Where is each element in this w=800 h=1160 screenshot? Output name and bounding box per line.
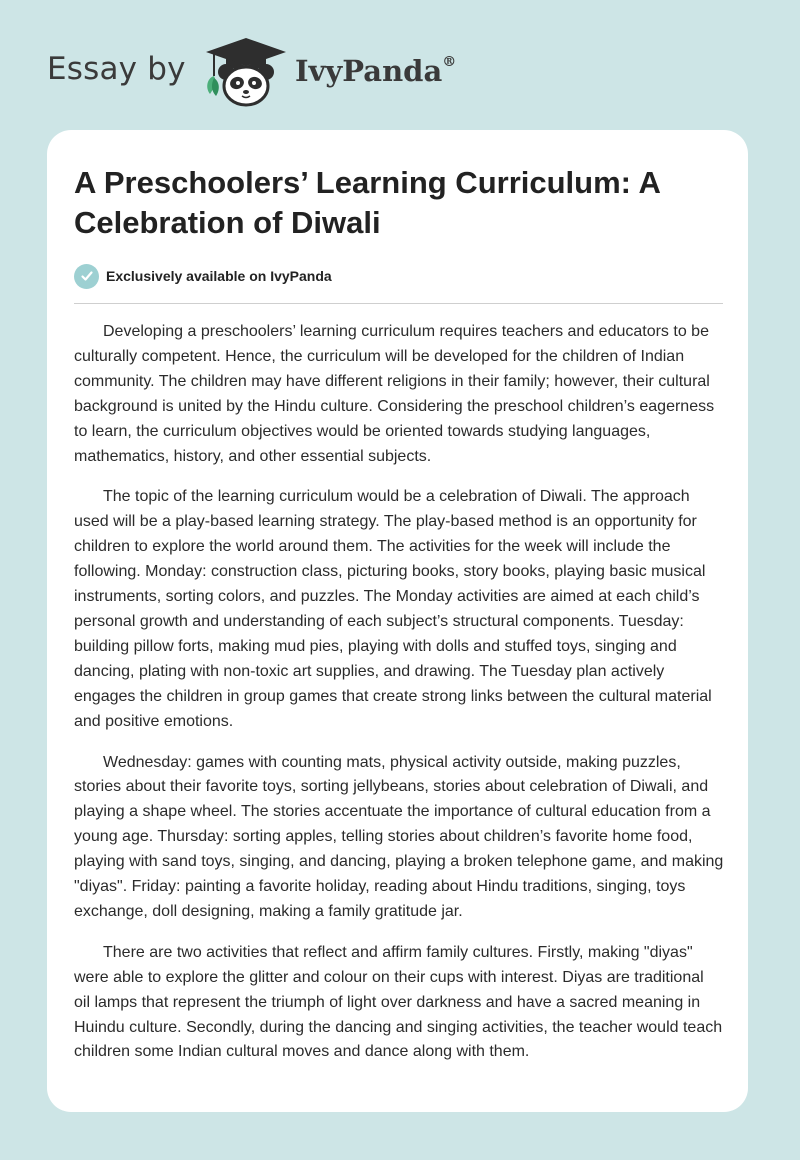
article-body — [74, 320, 724, 1081]
paragraph: Wednesday: games with counting mats, physical activity outside, making puzzles, stories about their favorite toys, sorting jellybeans, stories about celebration of Diwali, and playing a shape wheel. The stories accentuate the importance of cultural education from a young age. Thursday: sorting apples, telling stories about children’s favorite home food, playing with sand toys, singing, and dancing, playing a broken telephone game, and making "diyas". Friday: painting a favorite holiday, reading about Hindu traditions, singing, toys exchange, doll designing, making a family gratitude jar. — [74, 753, 724, 920]
article-title: A Preschoolers’ Learning Curriculum: A Celebration of Diwali — [74, 165, 660, 240]
brand-name[interactable]: IvyPanda® — [295, 54, 457, 88]
exclusive-badge-label: Exclusively available on IvyPanda — [106, 268, 332, 284]
trademark-symbol: ® — [442, 54, 457, 71]
site-header — [47, 36, 547, 108]
article-card — [47, 130, 748, 1112]
divider — [74, 303, 723, 304]
paragraph: There are two activities that reflect and affirm family cultures. Firstly, making "diyas" were able to explore the glitter and colour on their cups with interest. Diyas are traditional oil lamps that represent the triumph of light over darkness and have a sacred meaning in Huindu culture. Secondly, during the dancing and singing activities, the teacher would teach children some Indian cultural moves and dance along with them. — [74, 943, 723, 1061]
paragraph: The topic of the learning curriculum would be a celebration of Diwali. The approach used will be a play-based learning strategy. The play-based method is an opportunity for children to explore the world around them. The activities for the week will include the following. Monday: construction class, picturing books, story books, playing basic musical instruments, sorting colors, and puzzles. The Monday activities are aimed at each child’s personal growth and understanding of each subject’s structural components. Tuesday: building pillow forts, making mud pies, playing with dolls and stuffed toys, singing and dancing, plating with non-toxic art supplies, and drawing. The Tuesday plan actively engages the children in group games that create strong links between the cultural material and positive emotions. — [74, 488, 712, 730]
panda-graduate-logo-icon[interactable] — [202, 36, 290, 108]
paragraph: Developing a preschoolers’ learning curriculum requires teachers and educators to be culturally competent. Hence, the curriculum will be developed for the children of Indian community. The children may have different religions in their family; however, their cultural background is united by the Hindu culture. Considering the preschool children’s eagerness to learn, the curriculum objectives would be oriented towards studying languages, mathematics, history, and other essential subjects. — [74, 323, 715, 465]
exclusive-badge — [74, 263, 332, 289]
check-icon — [74, 264, 99, 289]
essay-by-label: Essay by — [47, 51, 186, 87]
